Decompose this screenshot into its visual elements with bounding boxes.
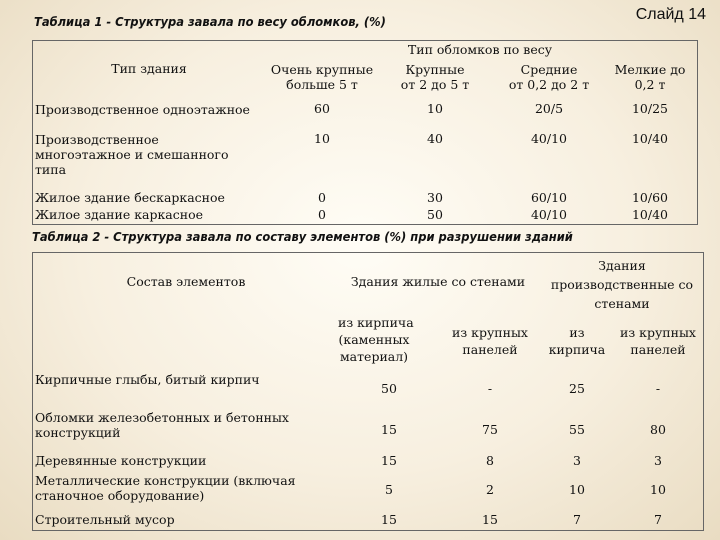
table1-cell: 10/40 (631, 207, 669, 222)
table1-cell: 40/10 (530, 131, 568, 146)
table1-cell: 10/40 (631, 131, 669, 146)
table2-cell: 10 (569, 482, 585, 497)
table1-group-header: Тип обломков по весу (407, 42, 553, 57)
table2-cell: - (655, 381, 661, 396)
table2-cell: 8 (486, 453, 494, 468)
table2-cell: 3 (654, 453, 662, 468)
table1-cell: 40 (427, 131, 443, 146)
table2-sub-a2: из крупных панелей (452, 325, 528, 357)
table1-cell: 10 (314, 131, 330, 146)
table1-cell: 10/60 (631, 190, 669, 205)
slide-number: Слайд 14 (635, 6, 706, 23)
table1-cell: 10 (427, 101, 443, 116)
table2-row-name: Металлические конструкции (включая станочное оборудование) (35, 473, 296, 503)
table2-cell: 10 (650, 482, 666, 497)
table1-col-header-1: Очень крупные больше 5 т (270, 62, 374, 92)
table2-group-b: Здания производственные со стенами (550, 258, 694, 311)
table2-group-a: Здания жилые со стенами (350, 274, 526, 289)
table2-cell: 55 (569, 422, 585, 437)
table2-cell: 25 (569, 381, 585, 396)
table2-cell: 3 (573, 453, 581, 468)
table2-sub-a1: из кирпича (каменных материал) (338, 315, 414, 364)
table1-col-header-2: Крупные от 2 до 5 т (400, 62, 470, 92)
table1-cell: 40/10 (530, 207, 568, 222)
table1-row-name: Жилое здание каркасное (35, 207, 203, 222)
table2-row-name: Обломки железобетонных и бетонных конструкций (35, 410, 289, 440)
table2-caption: Таблица 2 - Структура завала по составу элементов (%) при разрушении зданий (32, 229, 573, 244)
table2-cell: 50 (381, 381, 397, 396)
table2-cell: 15 (381, 422, 397, 437)
table2-sub-b1: из кирпича (548, 325, 606, 357)
table1-cell: 30 (427, 190, 443, 205)
table2-cell: 15 (381, 512, 397, 527)
table1-cell: 20/5 (534, 101, 564, 116)
table1-row-name: Производственное одноэтажное (35, 102, 250, 117)
table2-cell: 5 (385, 482, 393, 497)
table2-row-name: Деревянные конструкции (35, 453, 207, 468)
table2-cell: 7 (654, 512, 662, 527)
table1-col-type: Тип здания (111, 61, 187, 76)
table2-cell: 2 (486, 482, 494, 497)
table1-row-name: Производственное многоэтажное и смешанного типа (35, 132, 229, 177)
table1-cell: 0 (318, 207, 326, 222)
table2-cell: 7 (573, 512, 581, 527)
table2-cell: - (487, 381, 493, 396)
table2-cell: 15 (482, 512, 498, 527)
table1-row-name: Жилое здание бескаркасное (35, 190, 225, 205)
table2-row-name: Кирпичные глыбы, битый кирпич (35, 372, 260, 387)
table1-cell: 0 (318, 190, 326, 205)
table2-row-name: Строительный мусор (35, 512, 175, 527)
table1-cell: 60 (314, 101, 330, 116)
table2-cell: 75 (482, 422, 498, 437)
table1-cell: 50 (427, 207, 443, 222)
table2-cell: 15 (381, 453, 397, 468)
table1-col-header-3: Средние от 0,2 до 2 т (508, 62, 590, 92)
table1-cell: 60/10 (530, 190, 568, 205)
table1-col-header-4: Мелкие до 0,2 т (614, 62, 686, 92)
table1-cell: 10/25 (631, 101, 669, 116)
table2-sub-b2: из крупных панелей (620, 325, 696, 357)
table1-caption: Таблица 1 - Структура завала по весу обломков, (%) (34, 14, 386, 29)
table2-col-elements: Состав элементов (126, 274, 246, 289)
table2-cell: 80 (650, 422, 666, 437)
